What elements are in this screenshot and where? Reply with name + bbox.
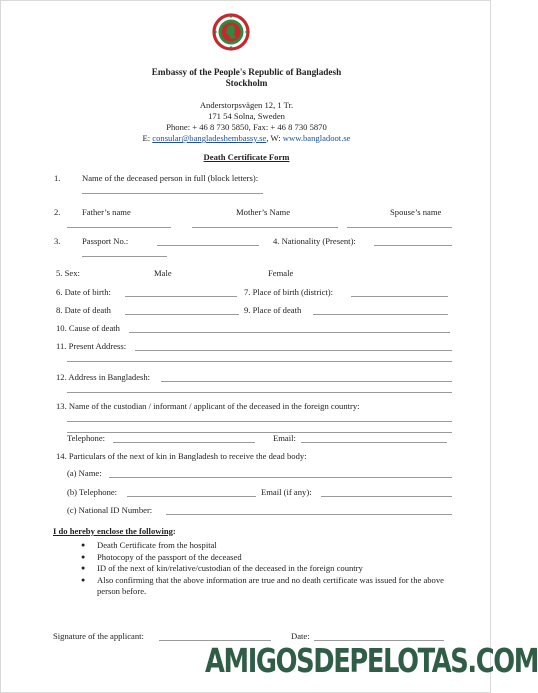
enclosure-item: ● Photocopy of the passport of the deceased (81, 552, 461, 564)
embassy-city: Stockholm (225, 78, 268, 88)
contact-line (1, 133, 492, 143)
kin-telephone-label: (b) Telephone: (67, 487, 118, 497)
fathers-name-label: Father’s name (82, 207, 131, 217)
signature-label: Signature of the applicant: (53, 631, 144, 641)
kin-label: 14. Particulars of the next of kin in Bangladesh to receive the dead body: (56, 451, 307, 461)
passport-label: Passport No.: (82, 236, 129, 246)
kin-nid-field[interactable] (166, 514, 452, 515)
fathers-name-field[interactable] (67, 227, 171, 228)
kin-telephone-field[interactable] (127, 496, 256, 497)
bd-address-field-2[interactable] (67, 392, 452, 393)
enclosure-heading-text: I do hereby enclose the following (53, 526, 173, 536)
spouses-name-label: Spouse’s name (390, 207, 442, 217)
kin-email-field[interactable] (321, 496, 452, 497)
present-address-field-2[interactable] (67, 361, 452, 362)
pob-field[interactable] (351, 296, 448, 297)
watermark-logo: AMIGOSDEPELOTAS.COM (205, 641, 538, 680)
dob-label: 6. Date of birth: (56, 287, 111, 297)
bangladesh-government-seal-logo (213, 14, 249, 50)
enclosure-item: ● Death Certificate from the hospital (81, 540, 461, 552)
address-line-2: 171 54 Solna, Sweden (208, 111, 285, 121)
embassy-title: Embassy of the People's Republic of Bangladesh (151, 67, 342, 77)
custodian-field-2[interactable] (67, 432, 452, 433)
cause-of-death-label: 10. Cause of death (56, 323, 120, 333)
nationality-label: 4. Nationality (Present): (273, 236, 356, 246)
dod-field[interactable] (125, 314, 239, 315)
pod-label: 9. Place of death (244, 305, 302, 315)
dod-label: 8. Date of death (56, 305, 111, 315)
sex-female-option[interactable]: Female (268, 268, 294, 278)
passport-field[interactable] (157, 245, 259, 246)
present-address-label: 11. Present Address: (56, 341, 127, 351)
email-prefix: E: (142, 133, 153, 143)
mothers-name-label: Mother’s Name (236, 207, 291, 217)
enclosure-heading-colon: : (172, 526, 176, 536)
passport-field-continued[interactable] (82, 256, 167, 257)
web-prefix: , W: (266, 133, 283, 143)
nationality-field[interactable] (374, 245, 452, 246)
email-link[interactable]: consular@bangladeshembassy.se (152, 133, 267, 143)
pob-label: 7. Place of birth (district): (244, 287, 334, 297)
web-link[interactable]: www.bangladoot.se (282, 133, 351, 143)
kin-email-label: Email (if any): (261, 487, 312, 497)
custodian-email-label: Email: (273, 433, 296, 443)
q1-number: 1. (54, 173, 61, 183)
q2-number: 2. (54, 207, 61, 217)
custodian-telephone-label: Telephone: (67, 433, 106, 443)
enclosure-item: ● ID of the next of kin/relative/custodian of the deceased in the foreign country (81, 563, 461, 575)
enclosure-heading (53, 526, 176, 536)
cause-of-death-field[interactable] (129, 332, 450, 333)
address-line-1: Anderstorpsvägen 12, 1 Tr. (199, 100, 294, 110)
pod-field[interactable] (313, 314, 448, 315)
enclosure-item: ● Also confirming that the above information are true and no death certificate was issued for the above person before. (81, 575, 461, 598)
custodian-field-1[interactable] (67, 421, 452, 422)
custodian-label: 13. Name of the custodian / informant / applicant of the deceased in the foreign country: (56, 401, 360, 411)
spouses-name-field[interactable] (347, 227, 452, 228)
phone-fax-line: Phone: + 46 8 730 5850, Fax: + 46 8 730 5870 (166, 122, 327, 132)
sex-label: 5. Sex: (56, 268, 80, 278)
kin-name-label: (a) Name: (67, 468, 102, 478)
bd-address-label: 12. Address in Bangladesh: (56, 372, 151, 382)
dob-field[interactable] (125, 296, 237, 297)
q3-number: 3. (54, 236, 61, 246)
date-label: Date: (291, 631, 310, 641)
kin-nid-label: (c) National ID Number: (67, 505, 153, 515)
custodian-email-field[interactable] (301, 442, 447, 443)
form-title: Death Certificate Form (203, 152, 290, 162)
enclosure-list (81, 540, 461, 598)
present-address-field-1[interactable] (135, 350, 452, 351)
kin-name-field[interactable] (109, 477, 452, 478)
q1-label: Name of the deceased person in full (block letters): (82, 173, 259, 183)
sex-male-option[interactable]: Male (154, 268, 172, 278)
custodian-telephone-field[interactable] (113, 442, 255, 443)
mothers-name-field[interactable] (192, 227, 338, 228)
bd-address-field-1[interactable] (161, 381, 452, 382)
q1-name-field[interactable] (82, 193, 263, 194)
